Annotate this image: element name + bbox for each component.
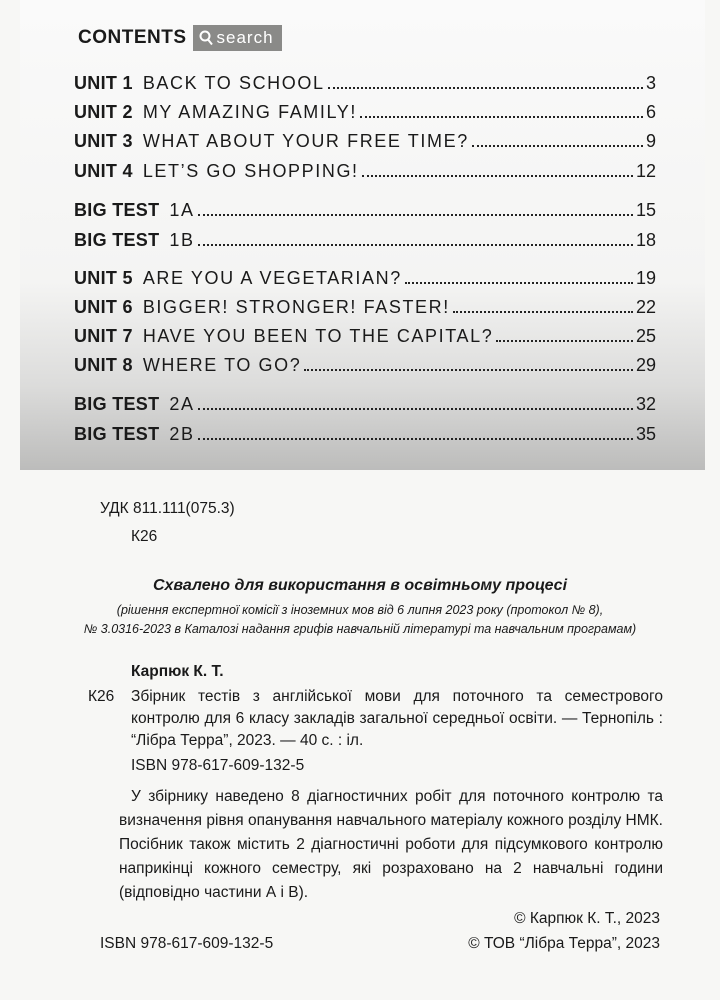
udk-code: УДК 811.111(075.3) [100,500,235,517]
toc-unit: BIG TEST [74,200,160,220]
toc-page: 18 [635,230,656,250]
toc-title: WHERE TO GO? [142,355,302,375]
toc-leader [405,281,633,284]
toc-unit: UNIT 6 [74,297,133,317]
search-box[interactable] [193,25,282,51]
contents-header [78,25,282,51]
author-name: Карпюк К. Т. [131,663,224,680]
toc-entry[interactable] [74,348,656,376]
toc-unit: UNIT 2 [74,102,133,122]
toc-unit: BIG TEST [74,394,160,414]
toc-leader [453,310,633,313]
toc-title: ARE YOU A VEGETARIAN? [142,268,402,288]
abstract: У збірнику наведено 8 діагностичних робіт для поточного контролю та визначення рівня опанування навчального матеріалу кожного розділу НМК. Посібник також містить 2 діагностичні роботи для підсумкового контролю наприкінці кожного семестру, які розраховано на 2 навчальні години (відповідно частини А і В). [119,788,663,901]
toc-title: 1A [169,200,195,220]
toc-page: 32 [635,394,656,414]
toc-entry[interactable] [74,223,656,251]
toc-entry[interactable] [74,95,656,123]
toc-unit: UNIT 7 [74,326,133,346]
toc-unit: UNIT 1 [74,73,133,93]
toc-title: 1B [169,230,195,250]
toc-leader [304,368,633,371]
toc-title: MY AMAZING FAMILY! [142,102,357,122]
toc-page: 3 [645,73,656,93]
toc-page: 29 [635,355,656,375]
toc-unit: BIG TEST [74,230,160,250]
toc-unit: UNIT 8 [74,355,133,375]
toc-title: BIGGER! STRONGER! FASTER! [142,297,450,317]
toc-page: 22 [635,297,656,317]
toc-leader [198,437,633,440]
toc-entry[interactable] [74,154,656,182]
toc-leader [198,243,633,246]
toc-title: 2A [169,394,195,414]
toc-leader [472,144,643,147]
toc-page: 25 [635,326,656,346]
toc-title: LET’S GO SHOPPING! [142,161,359,181]
toc-unit: UNIT 4 [74,161,133,181]
toc-leader [198,213,633,216]
copyright-publisher: © ТОВ “Лібра Терра”, 2023 [468,935,660,952]
toc-unit: UNIT 5 [74,268,133,288]
toc-title: BACK TO SCHOOL [142,73,325,93]
toc-page: 9 [645,131,656,151]
toc-title: 2B [169,424,195,444]
toc-leader [328,86,643,89]
approval-note: (рішення експертної комісії з іноземних мов від 6 липня 2023 року (протокол № 8), [116,603,604,617]
isbn: ISBN 978-617-609-132-5 [131,757,305,774]
toc-page: 6 [645,102,656,122]
toc-entry[interactable] [74,417,656,445]
toc-entry[interactable] [74,124,656,152]
toc-entry[interactable] [74,66,656,94]
toc-entry[interactable] [74,193,656,221]
catalog-code: К26 [88,688,115,705]
toc-unit: UNIT 3 [74,131,133,151]
toc-title: HAVE YOU BEEN TO THE CAPITAL? [142,326,494,346]
bibliographic-description: Збірник тестів з англійської мови для поточного та семестрового контролю для 6 класу закладів загальної середньої освіти. — Тернопіль : “Лібра Терра”, 2023. — 40 с. : іл. [131,688,663,749]
toc-title: WHAT ABOUT YOUR FREE TIME? [142,131,469,151]
toc-leader [198,407,633,410]
approval-statement: Схвалено для використання в освітньому процесі [152,577,568,594]
toc-leader [362,174,633,177]
toc-page: 15 [635,200,656,220]
toc-entry[interactable] [74,319,656,347]
toc-entry[interactable] [74,290,656,318]
approval-note: № 3.0316-2023 в Каталозі надання грифів навчальній літературі та навчальним програмам) [83,622,637,636]
toc-entry[interactable] [74,261,656,289]
toc-entry[interactable] [74,387,656,415]
search-label: search [216,28,274,47]
toc-page: 12 [635,161,656,181]
toc-page: 19 [635,268,656,288]
toc-unit: BIG TEST [74,424,160,444]
contents-heading: CONTENTS [78,27,187,48]
author-index: К26 [131,528,158,545]
copyright-author: © Карпюк К. Т., 2023 [514,910,660,927]
isbn-footer: ISBN 978-617-609-132-5 [100,935,274,952]
toc-page: 35 [635,424,656,444]
toc-leader [360,115,643,118]
toc-leader [496,339,633,342]
search-icon [199,30,213,46]
